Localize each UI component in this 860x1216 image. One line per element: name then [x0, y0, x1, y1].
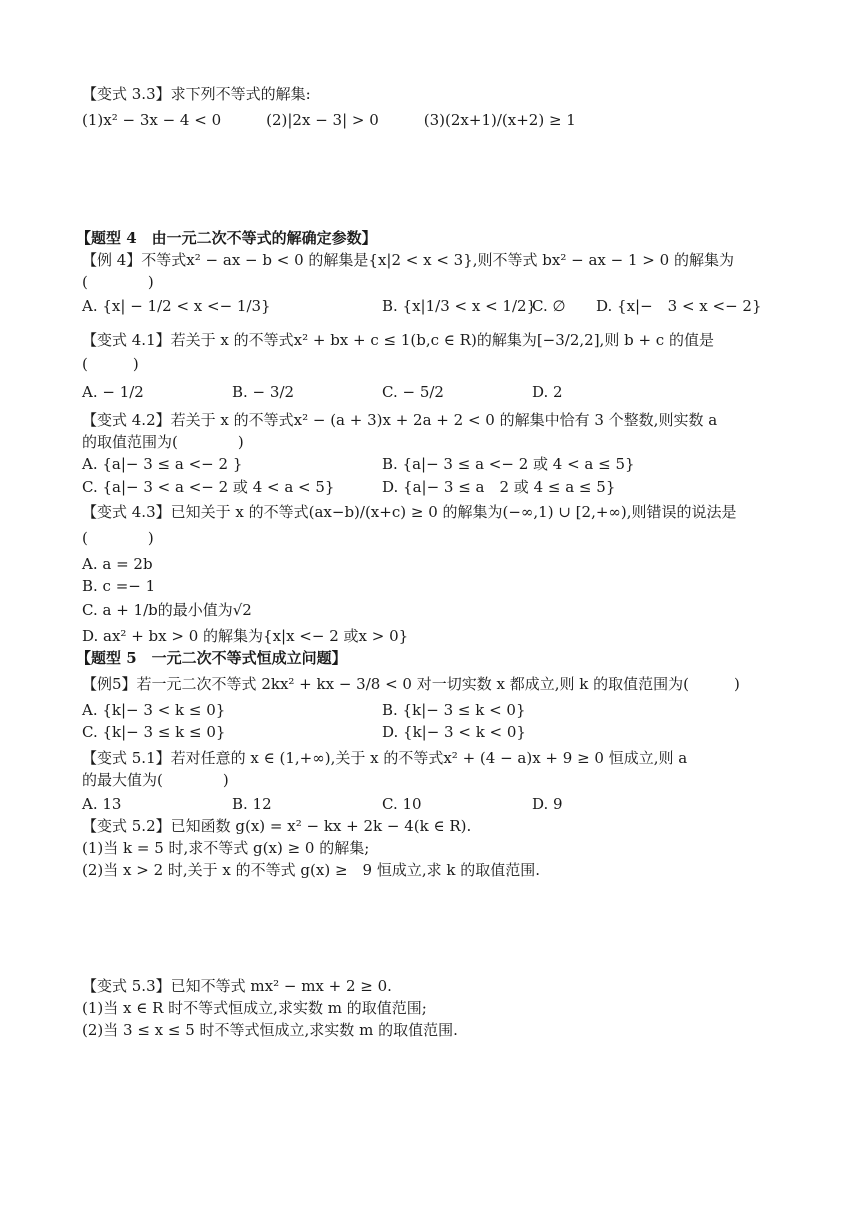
variant-4-1-option-a: A. − 1/2 [82, 383, 144, 401]
variant-4-3-answer-blank: ( ) [82, 529, 154, 547]
variant-4-2-option-d: D. {a|− 3 ≤ a 2 或 4 ≤ a ≤ 5} [382, 478, 616, 496]
example-5-option-b: B. {k|− 3 ≤ k < 0} [382, 701, 526, 719]
variant-5-1-option-a: A. 13 [82, 795, 122, 813]
variant-4-3-option-c: C. a + 1/b的最小值为√2 [82, 601, 252, 619]
variant-5-1-option-b: B. 12 [232, 795, 272, 813]
variant-5-2-part-2: (2)当 x > 2 时,关于 x 的不等式 g(x) ≥ 9 恒成立,求 k 的取值范围. [82, 861, 540, 879]
variant-4-2-option-c: C. {a|− 3 < a <− 2 或 4 < a < 5} [82, 478, 335, 496]
variant-4-3-option-d: D. ax² + bx > 0 的解集为{x|x <− 2 或x > 0} [82, 627, 409, 645]
variant-4-1-option-d: D. 2 [532, 383, 563, 401]
example-5-question: 【例5】若一元二次不等式 2kx² + kx − 3/8 < 0 对一切实数 x 都成立,则 k 的取值范围为( ) [82, 675, 740, 693]
variant-4-2-question-cont: 的取值范围为( ) [82, 433, 244, 451]
example-4-option-d: D. {x|− 3 < x <− 2} [596, 297, 762, 315]
section-4-heading: 【题型 4 由一元二次不等式的解确定参数】 [76, 229, 377, 247]
variant-5-1-option-c: C. 10 [382, 795, 422, 813]
variant-5-2-part-1: (1)当 k = 5 时,求不等式 g(x) ≥ 0 的解集; [82, 839, 370, 857]
variant-4-3-question: 【变式 4.3】已知关于 x 的不等式(ax−b)/(x+c) ≥ 0 的解集为(−∞,1) ∪ [2,+∞),则错误的说法是 [82, 503, 737, 521]
variant-4-3-option-b: B. c =− 1 [82, 577, 156, 595]
variant-4-2-option-a: A. {a|− 3 ≤ a <− 2 } [82, 455, 243, 473]
example-5-option-c: C. {k|− 3 ≤ k ≤ 0} [82, 723, 226, 741]
variant-5-1-question: 【变式 5.1】若对任意的 x ∈ (1,+∞),关于 x 的不等式x² + (4 − a)x + 9 ≥ 0 恒成立,则 a [82, 749, 688, 767]
example-4-option-a: A. {x| − 1/2 < x <− 1/3} [82, 297, 271, 315]
example-4-answer-blank: ( ) [82, 273, 154, 291]
variant-3-3-problems: (1)x² − 3x − 4 < 0 (2)|2x − 3| > 0 (3)(2x+1)/(x+2) ≥ 1 [82, 111, 576, 129]
example-4-option-c: C. ∅ [532, 297, 566, 315]
example-4-question: 【例 4】不等式x² − ax − b < 0 的解集是{x|2 < x < 3},则不等式 bx² − ax − 1 > 0 的解集为 [82, 251, 734, 269]
variant-4-2-question: 【变式 4.2】若关于 x 的不等式x² − (a + 3)x + 2a + 2 < 0 的解集中恰有 3 个整数,则实数 a [82, 411, 718, 429]
section-5-heading: 【题型 5 一元二次不等式恒成立问题】 [76, 649, 347, 667]
example-5-option-a: A. {k|− 3 < k ≤ 0} [82, 701, 226, 719]
variant-5-3-question: 【变式 5.3】已知不等式 mx² − mx + 2 ≥ 0. [82, 977, 392, 995]
variant-4-1-option-c: C. − 5/2 [382, 383, 444, 401]
example-5-option-d: D. {k|− 3 < k < 0} [382, 723, 526, 741]
variant-5-1-option-d: D. 9 [532, 795, 563, 813]
variant-3-3-title: 【变式 3.3】求下列不等式的解集: [82, 85, 311, 103]
variant-5-3-part-1: (1)当 x ∈ R 时不等式恒成立,求实数 m 的取值范围; [82, 999, 427, 1017]
variant-5-2-question: 【变式 5.2】已知函数 g(x) = x² − kx + 2k − 4(k ∈ R). [82, 817, 472, 835]
variant-4-1-answer-blank: ( ) [82, 355, 139, 373]
variant-4-1-question: 【变式 4.1】若关于 x 的不等式x² + bx + c ≤ 1(b,c ∈ R)的解集为[−3/2,2],则 b + c 的值是 [82, 331, 714, 349]
variant-5-1-question-cont: 的最大值为( ) [82, 771, 229, 789]
variant-4-3-option-a: A. a = 2b [82, 555, 153, 573]
variant-4-1-option-b: B. − 3/2 [232, 383, 295, 401]
variant-5-3-part-2: (2)当 3 ≤ x ≤ 5 时不等式恒成立,求实数 m 的取值范围. [82, 1021, 458, 1039]
variant-4-2-option-b: B. {a|− 3 ≤ a <− 2 或 4 < a ≤ 5} [382, 455, 635, 473]
example-4-option-b: B. {x|1/3 < x < 1/2} [382, 297, 537, 315]
